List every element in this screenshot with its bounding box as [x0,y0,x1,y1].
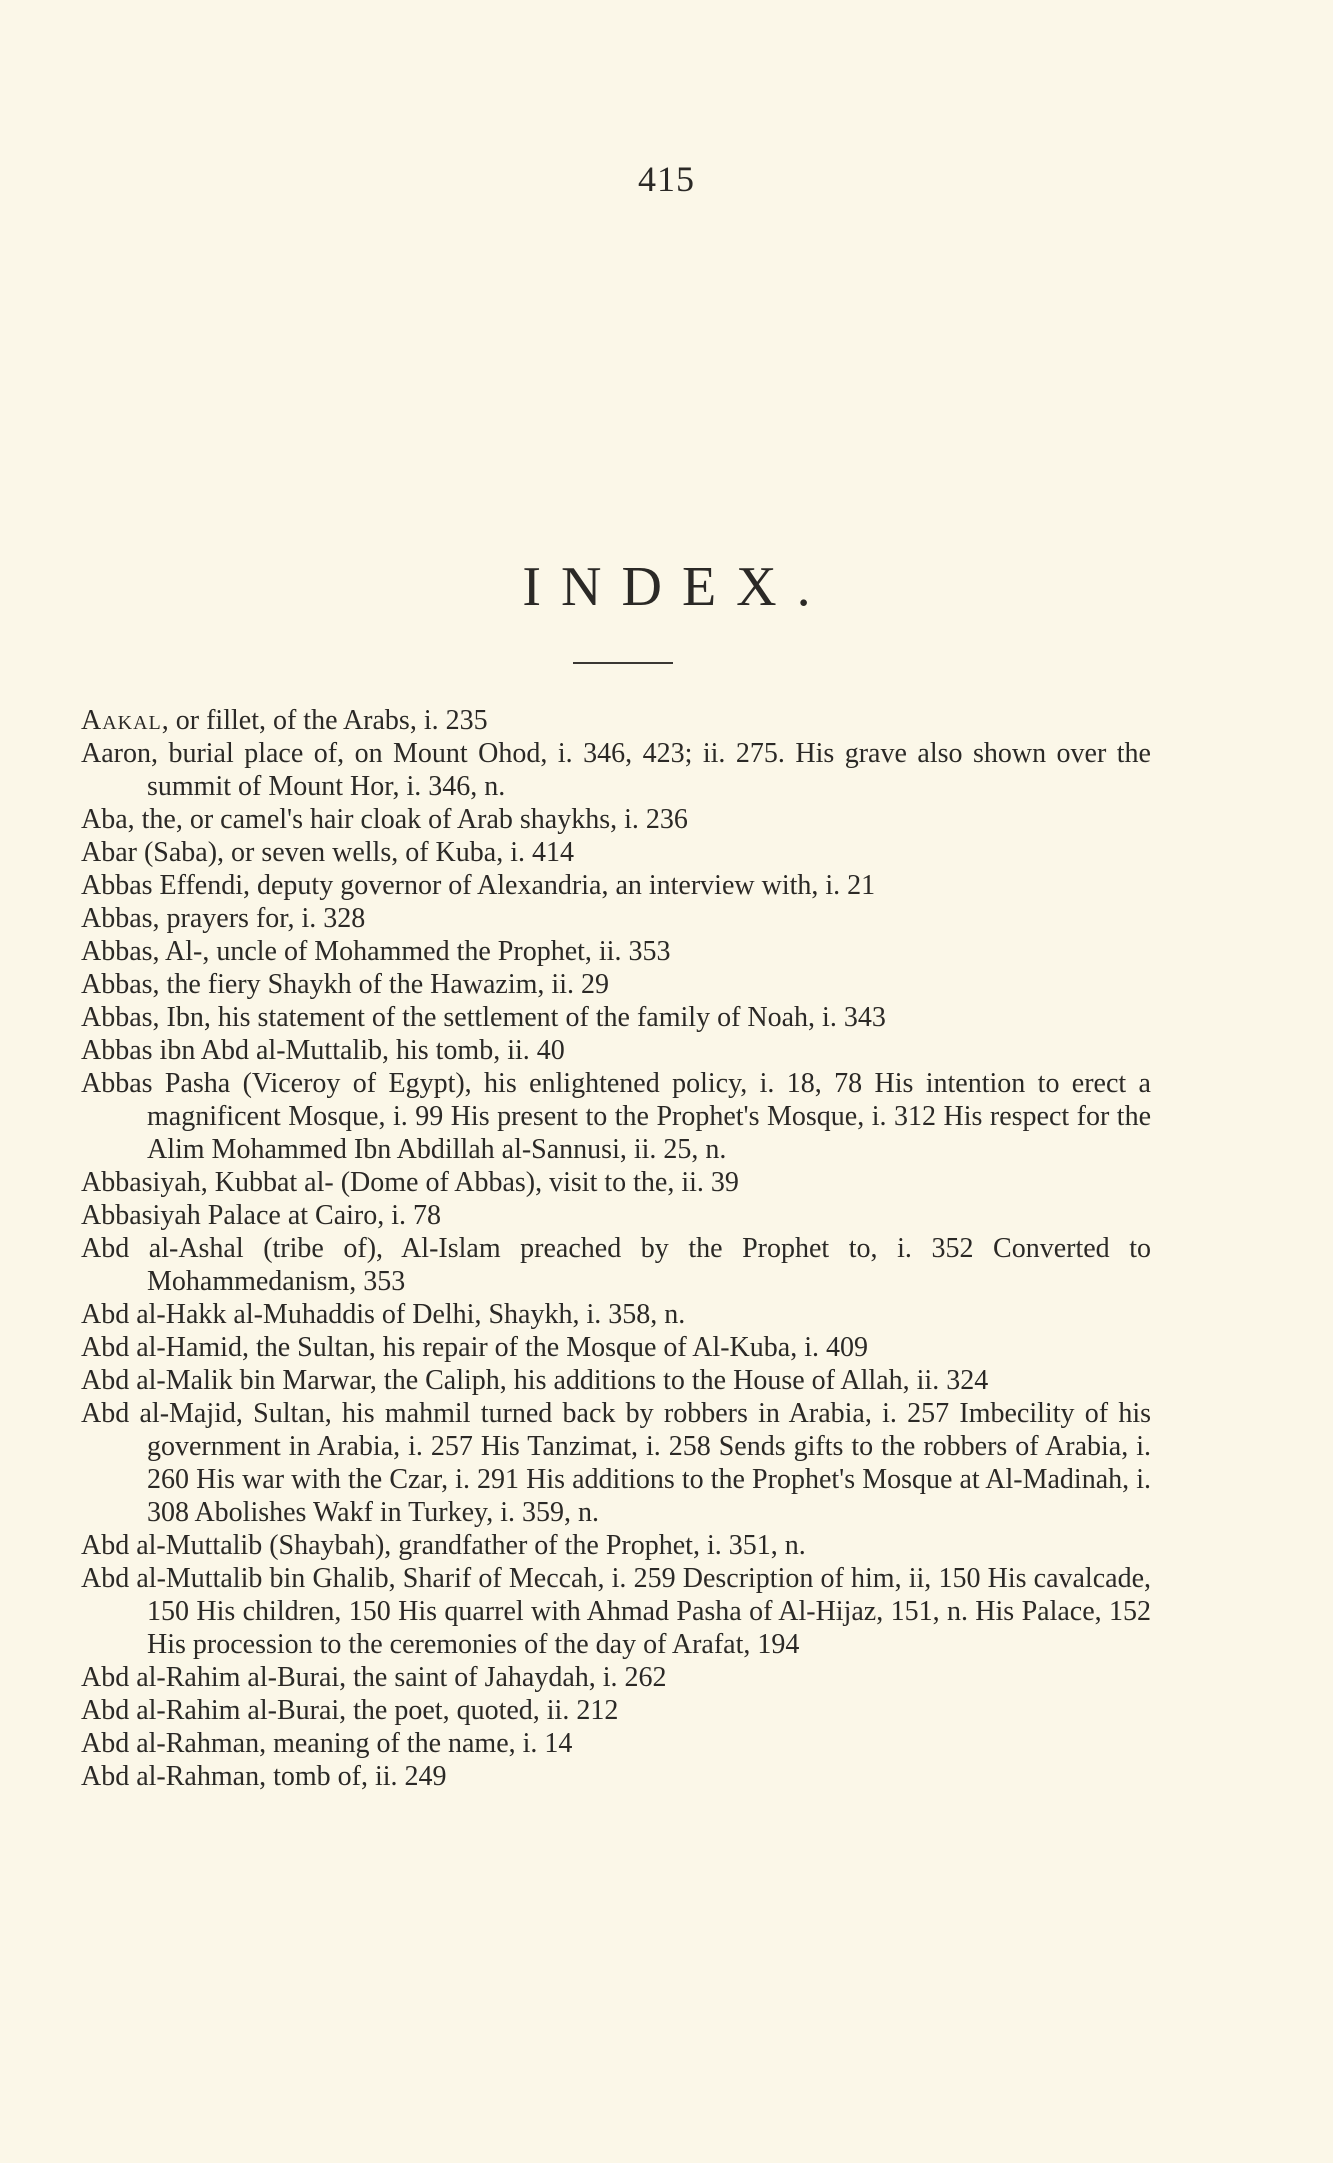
index-entry: Abd al-Rahman, meaning of the name, i. 14 [81,1728,573,1759]
index-entry: Abbas, Ibn, his statement of the settlement of the family of Noah, i. 343 [81,1002,886,1033]
index-entry [81,704,1151,737]
index-entry: Abbas, the fiery Shaykh of the Hawazim, ii. 29 [81,969,609,1000]
index-entry: Abd al-Rahman, tomb of, ii. 249 [81,1761,447,1792]
index-entry: Abd al-Hakk al-Muhaddis of Delhi, Shaykh, i. 358, n. [81,1299,686,1330]
index-entry: Abd al-Hamid, the Sultan, his repair of the Mosque of Al-Kuba, i. 409 [81,1332,868,1363]
entry-text: , or fillet, of the Arabs, i. 235 [161,705,488,736]
index-entry: Abd al-Muttalib (Shaybah), grandfather of the Prophet, i. 351, n. [81,1530,806,1561]
index-entry: Abbas, Al-, uncle of Mohammed the Prophet, ii. 353 [81,936,671,967]
index-entry: Abd al-Rahim al-Burai, the poet, quoted, ii. 212 [81,1695,619,1726]
index-entry: Abd al-Majid, Sultan, his mahmil turned back by robbers in Arabia, i. 257 Imbecility of his government in Arabia, i. 257 His Tanzimat, i. 258 Sends gifts to the robbers of Arabia, i. 260 His war with the Czar, i. 291 His additions to the Prophet's Mosque at Al-Madinah, i. 308 Abolishes Wakf in Turkey, i. 359, n. [81,1398,1151,1528]
index-entry: Abar (Saba), or seven wells, of Kuba, i. 414 [81,837,574,868]
title-rule [573,662,673,664]
index-entry: Abbas, prayers for, i. 328 [81,903,366,934]
index-entry: Aba, the, or camel's hair cloak of Arab shaykhs, i. 236 [81,804,688,835]
index-list [81,704,1151,1793]
page-number: 415 [638,159,695,199]
page-title: INDEX. [522,556,831,618]
index-entry: Abbas ibn Abd al-Muttalib, his tomb, ii. 40 [81,1035,565,1066]
entry-lead: Aakal [81,705,162,736]
index-entry: Aaron, burial place of, on Mount Ohod, i. 346, 423; ii. 275. His grave also shown over the summit of Mount Hor, i. 346, n. [81,738,1151,802]
index-entry: Abd al-Malik bin Marwar, the Caliph, his additions to the House of Allah, ii. 324 [81,1365,989,1396]
index-entry: Abbas Effendi, deputy governor of Alexandria, an interview with, i. 21 [81,870,876,901]
index-entry: Abd al-Rahim al-Burai, the saint of Jahaydah, i. 262 [81,1662,667,1693]
index-entry: Abd al-Muttalib bin Ghalib, Sharif of Meccah, i. 259 Description of him, ii, 150 His cavalcade, 150 His children, 150 His quarrel with Ahmad Pasha of Al-Hijaz, 151, n. His Palace, 152 His procession to the ceremonies of the day of Arafat, 194 [81,1563,1151,1660]
index-entry: Abbas Pasha (Viceroy of Egypt), his enlightened policy, i. 18, 78 His intention to erect a magnificent Mosque, i. 99 His present to the Prophet's Mosque, i. 312 His respect for the Alim Mohammed Ibn Abdillah al-Sannusi, ii. 25, n. [81,1068,1151,1165]
index-entry: Abd al-Ashal (tribe of), Al-Islam preached by the Prophet to, i. 352 Converted to Mohammedanism, 353 [81,1233,1151,1297]
index-entry: Abbasiyah Palace at Cairo, i. 78 [81,1200,442,1231]
index-entry: Abbasiyah, Kubbat al- (Dome of Abbas), visit to the, ii. 39 [81,1167,739,1198]
